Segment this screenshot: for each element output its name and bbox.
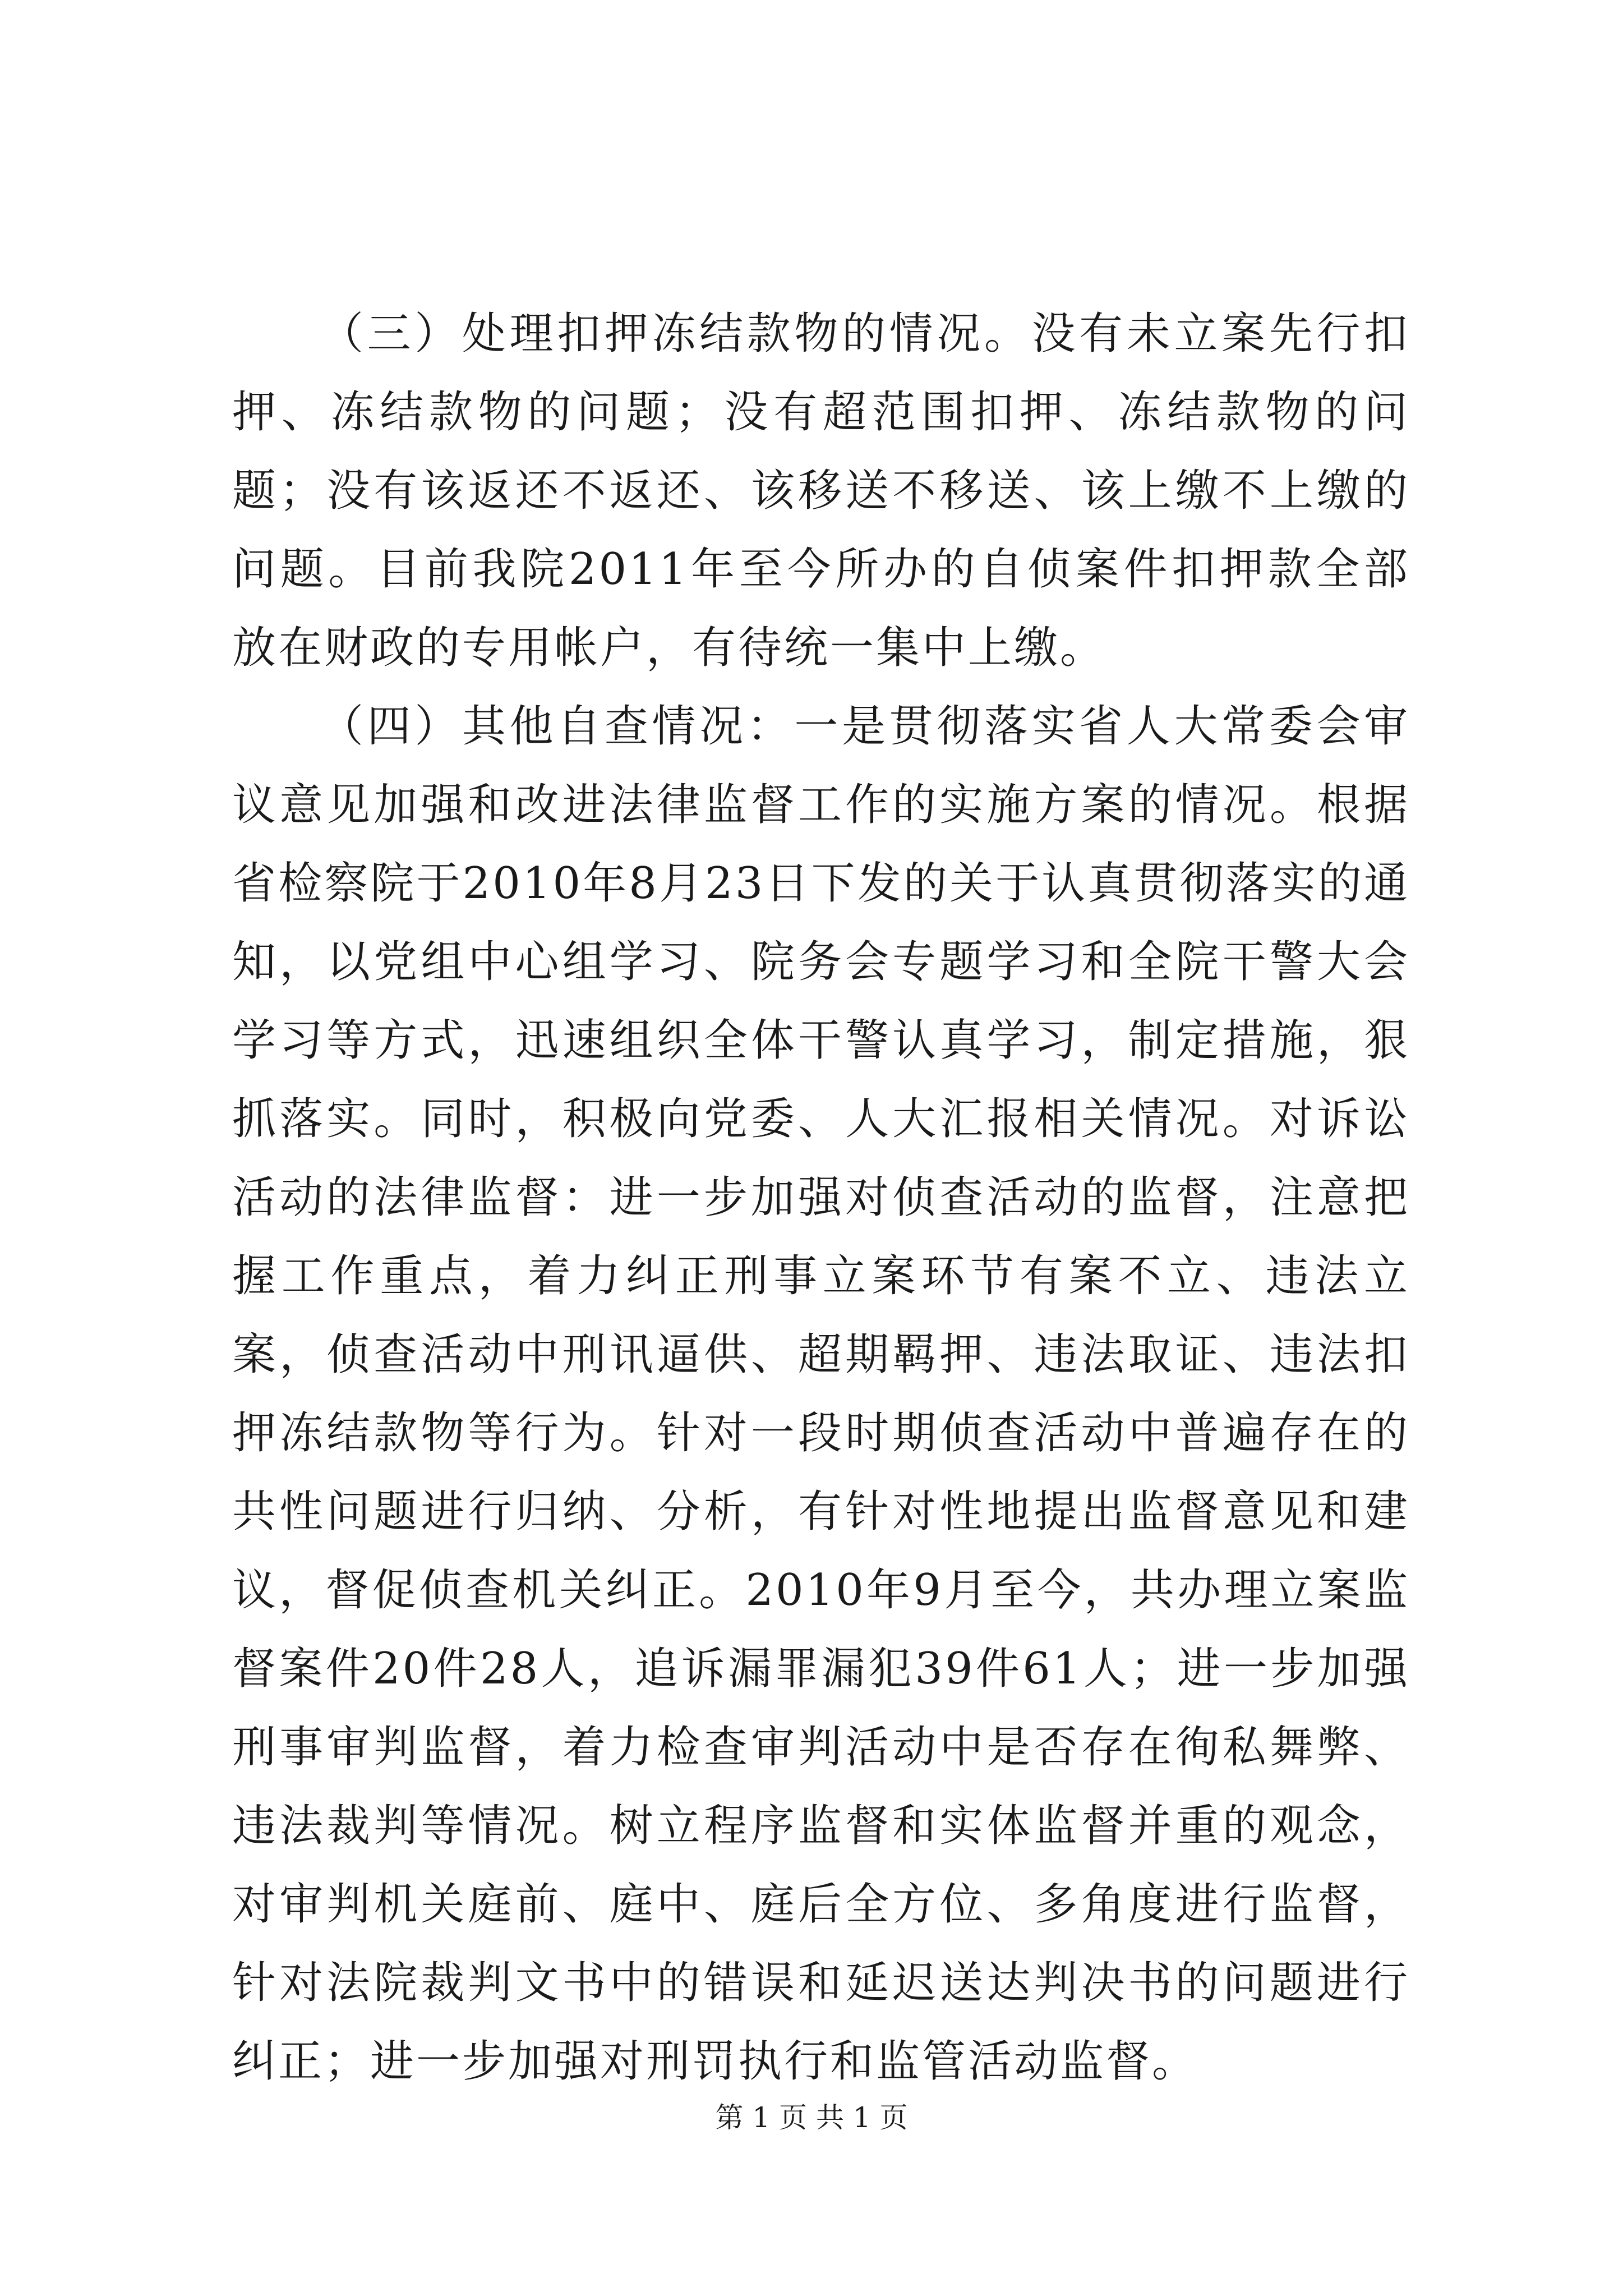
paragraph-section-three: （三）处理扣押冻结款物的情况。没有未立案先行扣押、冻结款物的问题；没有超范围扣押、冻结款物的问题；没有该返还不返还、该移送不移送、该上缴不上缴的问题。目前我院2011年至今所办的自侦案件扣押款全部放在财政的专用帐户，有待统一集中上缴。	[232, 309, 1410, 673]
page-footer: 第 1 页 共 1 页	[715, 2101, 908, 2134]
paragraph-section-four: （四）其他自查情况：一是贯彻落实省人大常委会审议意见加强和改进法律监督工作的实施方案的情况。根据省检察院于2010年8月23日下发的关于认真贯彻落实的通知，以党组中心组学习、院务会专题学习和全院干警大会学习等方式，迅速组织全体干警认真学习，制定措施，狠抓落实。同时，积极向党委、人大汇报相关情况。对诉讼活动的法律监督：进一步加强对侦查活动的监督，注意把握工作重点，着力纠正刑事立案环节有案不立、违法立案，侦查活动中刑讯逼供、超期羁押、违法取证、违法扣押冻结款物等行为。针对一段时期侦查活动中普遍存在的共性问题进行归纳、分析，有针对性地提出监督意见和建议，督促侦查机关纠正。2010年9月至今，共办理立案监督案件20件28人，追诉漏罪漏犯39件61人；进一步加强刑事审判监督，着力检查审判活动中是否存在徇私舞弊、违法裁判等情况。树立程序监督和实体监督并重的观念，对审判机关庭前、庭中、庭后全方位、多角度进行监督，针对法院裁判文书中的错误和延迟送达判决书的问题进行纠正；进一步加强对刑罚执行和监管活动监督。	[232, 701, 1410, 2087]
document-body	[232, 295, 1410, 2101]
